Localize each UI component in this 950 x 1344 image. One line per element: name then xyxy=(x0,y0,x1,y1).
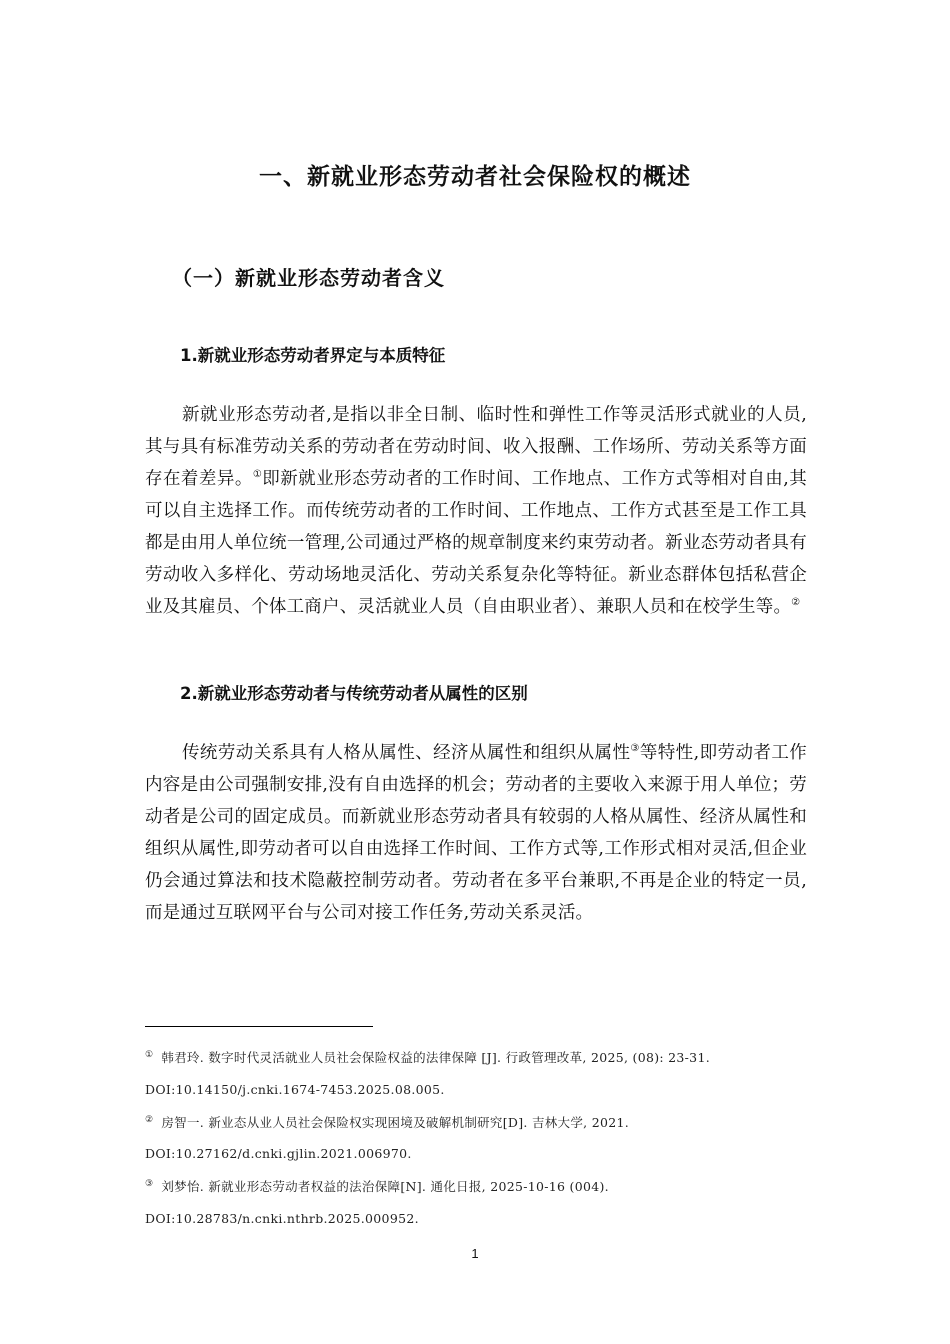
footnote-3-mark: ③ xyxy=(145,1178,154,1189)
footnote-1-doi: DOI:10.14150/j.cnki.1674-7453.2025.08.005. xyxy=(145,1082,445,1097)
paragraph-1 xyxy=(145,399,807,623)
footnote-2-mark: ② xyxy=(145,1114,154,1125)
page-number: 1 xyxy=(471,1246,479,1261)
paragraph-1-text-b: 即新就业形态劳动者的工作时间、工作地点、工作方式等相对自由,其可以自主选择工作。而传统劳动者的工作时间、工作地点、工作方式甚至是工作工具都是由用人单位统一管理,公司通过严格的规章制度来约束劳动者。新业态劳动者具有劳动收入多样化、劳动场地灵活化、劳动关系复杂化等特征。新业态群体包括私营企业及其雇员、个体工商户、灵活就业人员（自由职业者）、兼职人员和在校学生等。 xyxy=(145,469,808,617)
footnote-1-line-1 xyxy=(145,1048,845,1066)
subsection-heading-2: 2.新就业形态劳动者与传统劳动者从属性的区别 xyxy=(180,684,528,703)
footnote-ref-3[interactable]: ③ xyxy=(630,743,640,755)
footnote-ref-2[interactable]: ② xyxy=(791,597,801,609)
paragraph-2-text-b: 等特性,即劳动者工作内容是由公司强制安排,没有自由选择的机会；劳动者的主要收入来源于用人单位；劳动者是公司的固定成员。而新就业形态劳动者具有较弱的人格从属性、经济从属性和组织从属性,即劳动者可以自由选择工作时间、工作方式等,工作形式相对灵活,但企业仍会通过算法和技术隐蔽控制劳动者。劳动者在多平台兼职,不再是企业的特定一员,而是通过互联网平台与公司对接工作任务,劳动关系灵活。 xyxy=(145,743,807,923)
footnote-1-citation: 韩君玲. 数字时代灵活就业人员社会保险权益的法律保障 [J]. 行政管理改革, 2025, (08): 23-31. xyxy=(161,1050,710,1065)
footnote-1-mark: ① xyxy=(145,1049,154,1060)
section-heading: （一）新就业形态劳动者含义 xyxy=(172,266,445,290)
footnote-2-doi: DOI:10.27162/d.cnki.gjlin.2021.006970. xyxy=(145,1146,412,1161)
paragraph-2-text-a: 传统劳动关系具有人格从属性、经济从属性和组织从属性 xyxy=(182,743,631,763)
subsection-heading-1: 1.新就业形态劳动者界定与本质特征 xyxy=(180,346,446,365)
paragraph-2 xyxy=(145,737,807,929)
footnote-2-line-1 xyxy=(145,1113,845,1131)
chapter-title: 一、新就业形态劳动者社会保险权的概述 xyxy=(259,164,691,190)
footnote-3-line-1 xyxy=(145,1177,845,1195)
paragraph-1-text-a: 新就业形态劳动者,是指以非全日制、临时性和弹性工作等灵活形式就业的人员,其与具有标准劳动关系的劳动者在劳动时间、收入报酬、工作场所、劳动关系等方面存在着差异。 xyxy=(145,405,807,489)
footnote-ref-1[interactable]: ① xyxy=(252,469,263,481)
footnote-2-citation: 房智一. 新业态从业人员社会保险权实现困境及破解机制研究[D]. 吉林大学, 2021. xyxy=(161,1115,629,1130)
footnote-separator xyxy=(145,1026,373,1027)
footnote-3-citation: 刘梦怡. 新就业形态劳动者权益的法治保障[N]. 通化日报, 2025-10-16 (004). xyxy=(161,1179,609,1194)
footnote-3-doi: DOI:10.28783/n.cnki.nthrb.2025.000952. xyxy=(145,1211,419,1226)
